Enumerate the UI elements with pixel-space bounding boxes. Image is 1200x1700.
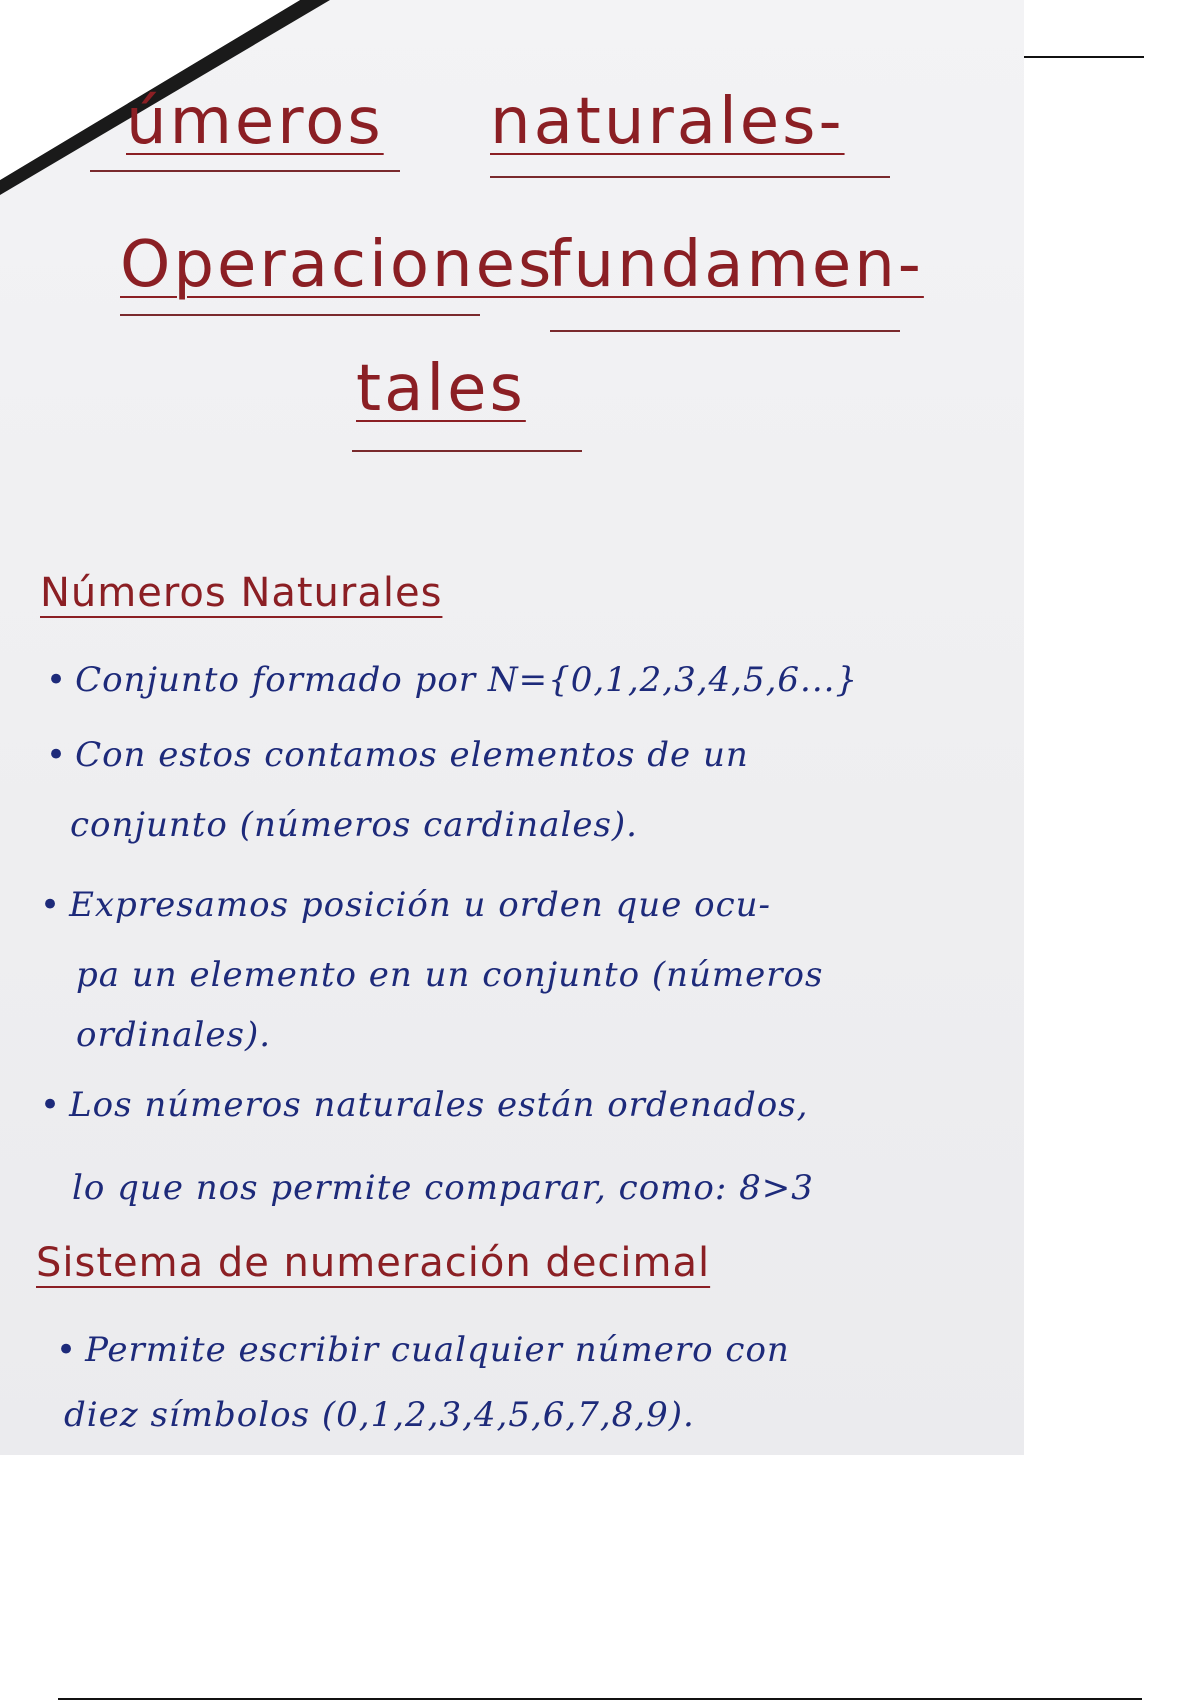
bullet-text: Conjunto formado por N={0,1,2,3,4,5,6...}: [75, 660, 859, 700]
bullet-dot: •: [46, 735, 68, 775]
bullet-text: Con estos contamos elementos de un: [75, 735, 749, 775]
bullet-dot: •: [46, 660, 68, 700]
section1-bullet-3: [40, 885, 771, 925]
title-double-underline: [490, 176, 890, 178]
title-line1-word1: úmeros: [126, 85, 384, 159]
title-line2-word1: Operaciones: [120, 228, 555, 302]
section1-bullet-4-cont: lo que nos permite comparar, como: 8>3: [72, 1168, 814, 1208]
section2-heading: Sistema de numeración decimal: [36, 1240, 711, 1286]
bullet-dot: •: [40, 885, 62, 925]
section1-heading: Números Naturales: [40, 570, 443, 616]
title-double-underline: [120, 314, 480, 316]
title-line1-word2: naturales-: [490, 85, 845, 159]
section1-bullet-3-cont: ordinales).: [76, 1015, 272, 1055]
section1-bullet-4: [40, 1085, 808, 1125]
title-double-underline: [550, 330, 900, 332]
section1-bullet-3-cont: pa un elemento en un conjunto (números: [76, 955, 824, 995]
section2-bullet-1-cont: diez símbolos (0,1,2,3,4,5,6,7,8,9).: [64, 1395, 695, 1435]
section1-bullet-1: [46, 660, 858, 700]
bullet-text: Los números naturales están ordenados,: [69, 1085, 809, 1125]
top-rule: [1024, 56, 1144, 58]
title-line2-word2: fundamen-: [548, 228, 924, 302]
bullet-text: Permite escribir cualquier número con: [85, 1330, 790, 1370]
title-double-underline: [352, 450, 582, 452]
section1-bullet-2: [46, 735, 749, 775]
bullet-text: Expresamos posición u orden que ocu-: [69, 885, 772, 925]
title-line3: tales: [356, 352, 526, 426]
bullet-dot: •: [40, 1085, 62, 1125]
title-double-underline: [90, 170, 400, 172]
bullet-dot: •: [56, 1330, 78, 1370]
section1-bullet-2-cont: conjunto (números cardinales).: [70, 805, 638, 845]
section2-bullet-1: [56, 1330, 790, 1370]
